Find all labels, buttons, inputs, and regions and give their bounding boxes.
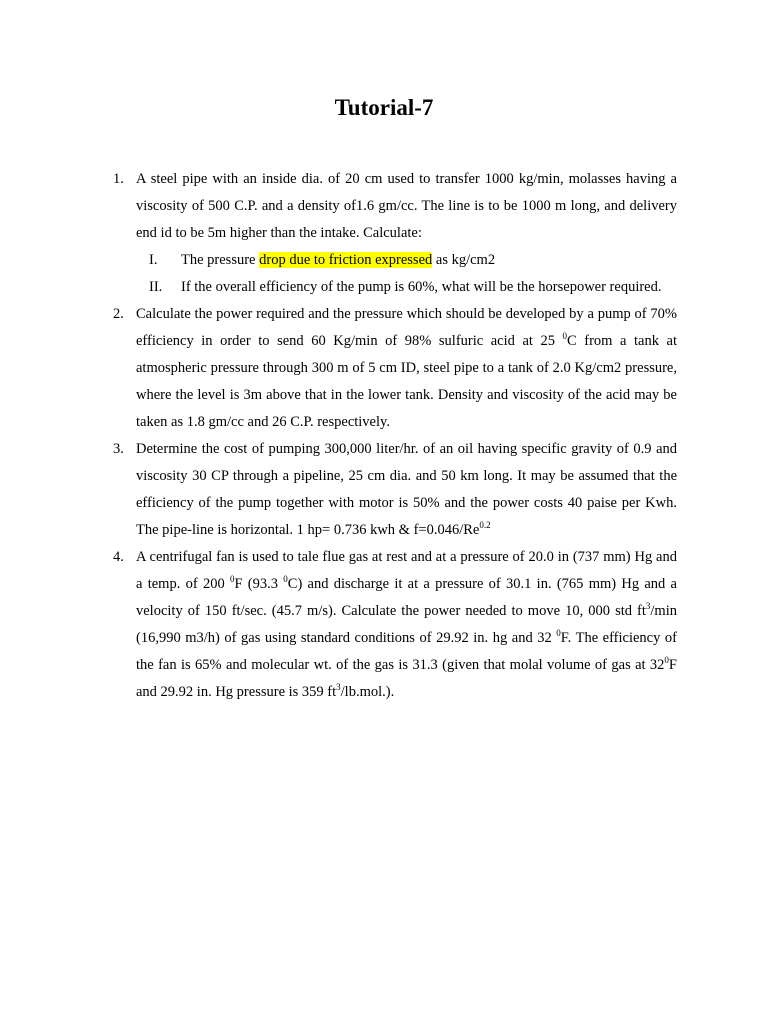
question-text: A steel pipe with an inside dia. of 20 cm used to transfer 1000 kg/min, molasses having a viscosity of 500 C.P. and a density of1.6 gm/cc. The line is to be 1000 m long, and delivery end id to be 5m higher than the intake. Calculate: [136,171,677,241]
sub-question-number: I. [149,252,158,268]
superscript: 0 [229,574,235,584]
question-number: 3. [113,441,124,457]
superscript: 0.2 [479,520,491,530]
sub-question-i [136,247,677,274]
superscript: 0 [562,331,568,341]
highlighted-text: drop due to friction expressed [259,252,433,268]
sub-question-text: If the overall efficiency of the pump is 60%, what will be the horsepower required. [181,279,662,295]
page-title: Tutorial-7 [334,95,434,120]
superscript: 0 [283,574,288,584]
text-run: The pressure [181,252,260,268]
question-3 [0,436,677,544]
text-run: as kg/cm2 [432,252,496,268]
question-text [136,544,677,706]
question-list [0,166,768,706]
superscript: 0 [556,628,561,638]
question-1 [0,166,677,301]
question-number: 4. [113,549,124,565]
question-number: 2. [113,306,124,322]
sub-question-ii [136,274,677,301]
text-run: C) and discharge it at a pressure of 30.1 in. (765 mm) Hg and a velocity of 150 ft/sec. (45.7 m/s). Calculate the power needed to move 10, 000 std ft [136,576,677,619]
text-run: /lb.mol.). [340,684,395,700]
superscript: 3 [336,682,341,692]
text-run: /min (16,990 m3/h) of gas using standard conditions of 29.92 in. hg and 32 [136,603,677,646]
text-run: Calculate the power required and the pressure which should be developed by a pump of 70% efficiency in order to send 60 Kg/min of 98% sulfuric acid at 25 [136,306,677,349]
question-number: 1. [113,171,124,187]
text-run: F and 29.92 in. Hg pressure is 359 ft [136,657,677,700]
text-run: Determine the cost of pumping 300,000 liter/hr. of an oil having specific gravity of 0.9 and viscosity 30 CP through a pipeline, 25 cm dia. and 50 km long. It may be assumed that the efficiency of the pump together with motor is 50% and the power costs 40 paise per Kwh. The pipe-line is horizontal. 1 hp= 0.736 kwh & f=0.046/Re [136,441,677,538]
text-run: F. The efficiency of the fan is 65% and molecular wt. of the gas is 31.3 (given that molal volume of gas at 32 [136,630,677,673]
question-2 [0,301,677,436]
superscript: 0 [664,655,669,665]
question-4 [0,544,677,706]
sub-question-number: II. [149,279,163,295]
text-run: F (93.3 [234,576,284,592]
text-run: C from a tank at atmospheric pressure through 300 m of 5 cm ID, steel pipe to a tank of 2.0 Kg/cm2 pressure, where the level is 3m above that in the lower tank. Density and viscosity of the acid may be taken as 1.8 gm/cc and 26 C.P. respectively. [136,333,677,430]
superscript: 3 [645,601,651,611]
question-text [136,436,677,544]
sub-question-text [181,247,677,274]
question-text [136,301,677,436]
text-run: A centrifugal fan is used to tale flue gas at rest and at a pressure of 20.0 in (737 mm) Hg and a temp. of 200 [136,549,677,592]
